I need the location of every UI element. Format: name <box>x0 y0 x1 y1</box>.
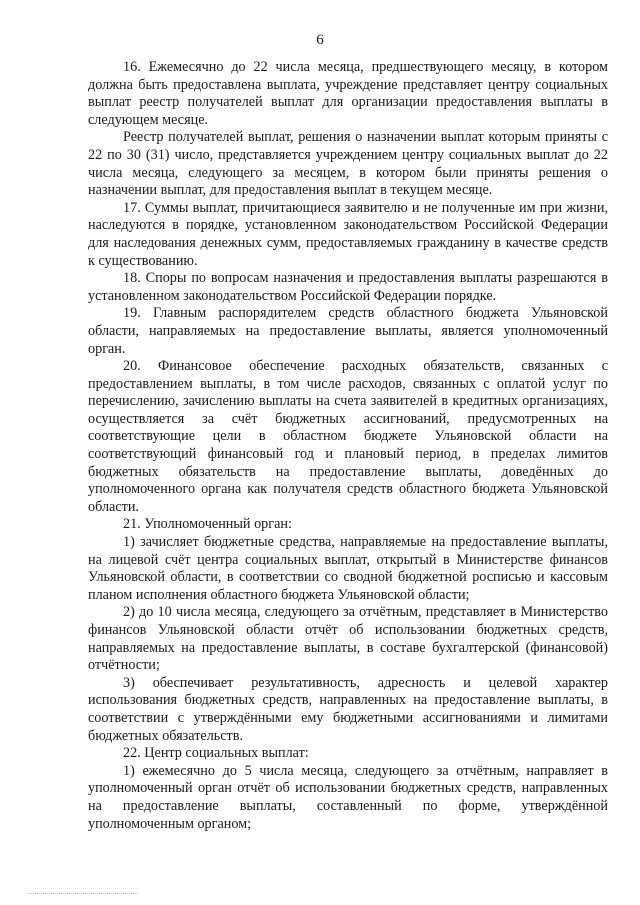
paragraph-16-registry: Реестр получателей выплат, решения о назначении выплат которым приняты с 22 по 30 (31) число, представляется учреждением центру социальных выплат до 22 числа месяца, следующего за месяцем, в котором были приняты решения о назначении выплат, для предоставления выплат в текущем месяце. <box>88 129 608 199</box>
paragraph-17: 17. Суммы выплат, причитающиеся заявителю и не полученные им при жизни, наследуются в порядке, установленном законодательством Российской Федерации для наследования денежных сумм, предоставляемых гражданину в качестве средств к существованию. <box>88 199 608 269</box>
paragraph-18: 18. Споры по вопросам назначения и предоставления выплаты разрешаются в установленном законодательством Российской Федерации порядке. <box>88 270 608 304</box>
paragraph-22-item-1: 1) ежемесячно до 5 числа месяца, следующего за отчётным, направляет в уполномоченный орган отчёт об использовании бюджетных средств, направленных на предоставление выплаты, составленный по форме, утверждённой уполномоченным органом; <box>88 762 608 832</box>
paragraph-16: 16. Ежемесячно до 22 числа месяца, предшествующего месяцу, в котором должна быть предоставлена выплата, учреждение представляет центру социальных выплат реестр получателей выплат для организации предоставления выплаты в следующем месяце. <box>88 59 608 128</box>
paragraph-20: 20. Финансовое обеспечение расходных обязательств, связанных с предоставлением выплаты, в том числе расходов, связанных с оплатой услуг по перечислению, зачислению выплаты на счета заявителей в кредитных организациях, осуществляется за счёт бюджетных ассигнований, предусмотренных на соответствующие цели в областном бюджете Ульяновской области на соответствующий финансовый год и плановый период, в пределах лимитов бюджетных обязательств на предоставление выплаты, доведённых до уполномоченного органа как получателя средств областного бюджета Ульяновской области. <box>88 358 608 515</box>
paragraph-21-item-3: 3) обеспечивает результативность, адресность и целевой характер использования бюджетных средств, направленных на предоставление выплаты, в соответствии с утверждёнными ему бюджетными ассигнованиями и лимитами бюджетных обязательств. <box>88 674 608 744</box>
document-body <box>88 59 608 833</box>
paragraph-21-item-2: 2) до 10 числа месяца, следующего за отчётным, представляет в Министерство финансов Ульяновской области отчёт об использовании бюджетных средств, направляемых на предоставление выплаты, в составе бухгалтерской (финансовой) отчётности; <box>88 604 608 674</box>
paragraph-21-item-1: 1) зачисляет бюджетные средства, направляемые на предоставление выплаты, на лицевой счёт центра социальных выплат, открытый в Министерстве финансов Ульяновской области, в соответствии со сводной бюджетной росписью и кассовым планом исполнения областного бюджета Ульяновской области; <box>88 534 608 603</box>
page-number: 6 <box>316 32 324 48</box>
footer-scan-mark <box>28 893 138 898</box>
paragraph-22: 22. Центр социальных выплат: <box>123 745 309 762</box>
paragraph-19: 19. Главным распорядителем средств областного бюджета Ульяновской области, направляемых на предоставление выплаты, является уполномоченный орган. <box>88 305 608 357</box>
paragraph-21: 21. Уполномоченный орган: <box>123 516 292 533</box>
